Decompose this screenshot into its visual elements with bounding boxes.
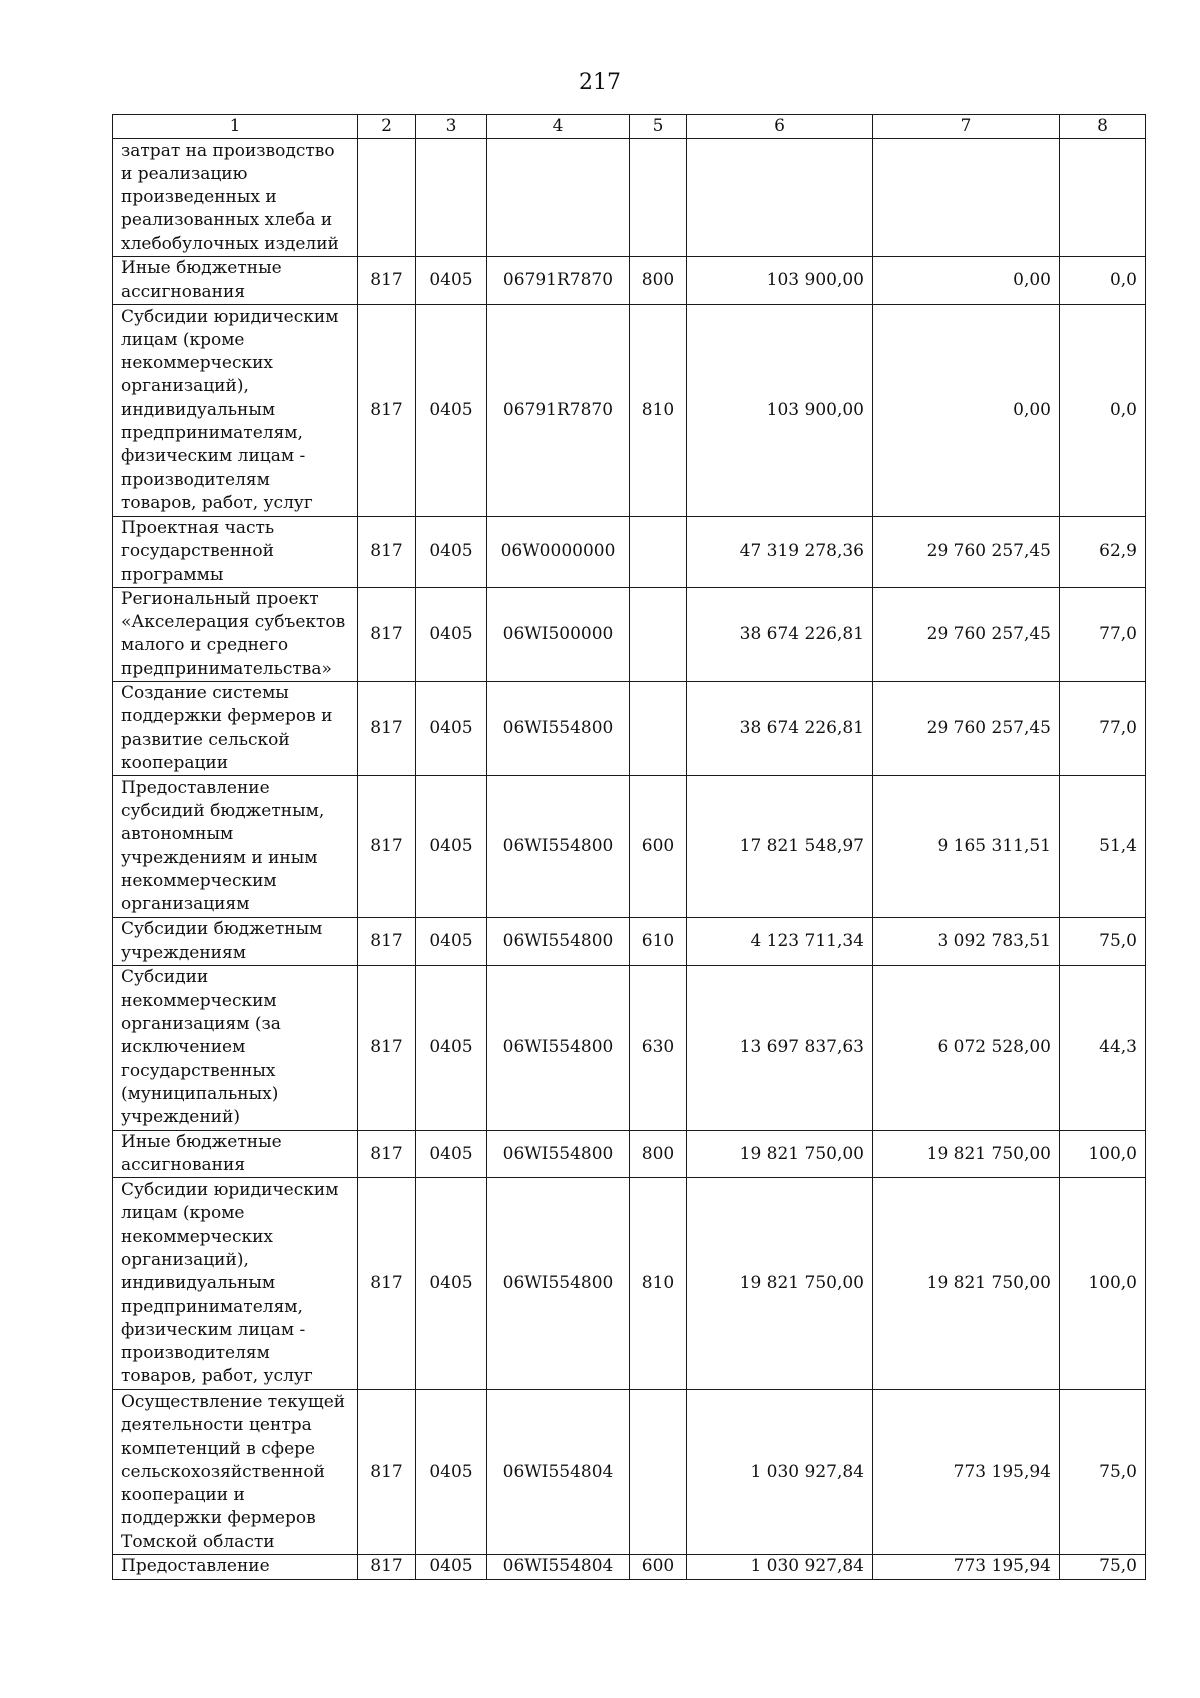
cell-grbs: 817 (358, 776, 416, 918)
cell-section: 0405 (416, 1390, 487, 1555)
cell-grbs: 817 (358, 1130, 416, 1178)
cell-fact: 773 195,94 (873, 1390, 1060, 1555)
cell-section: 0405 (416, 1555, 487, 1579)
cell-percent: 100,0 (1060, 1130, 1146, 1178)
cell-name: Создание системы поддержки фермеров и развитие сельской кооперации (113, 682, 358, 776)
cell-plan: 4 123 711,34 (687, 918, 873, 966)
cell-expense-type (630, 1390, 687, 1555)
cell-expense-type (630, 682, 687, 776)
cell-percent (1060, 139, 1146, 257)
table-row (113, 139, 1146, 257)
cell-expense-type: 800 (630, 257, 687, 305)
cell-section: 0405 (416, 587, 487, 681)
table-row (113, 587, 1146, 681)
table-row (113, 1178, 1146, 1390)
cell-plan: 19 821 750,00 (687, 1130, 873, 1178)
column-header: 2 (358, 115, 416, 139)
page-number: 217 (579, 70, 621, 95)
table-row (113, 257, 1146, 305)
cell-section: 0405 (416, 304, 487, 516)
cell-expense-type (630, 516, 687, 587)
cell-grbs: 817 (358, 257, 416, 305)
cell-percent: 44,3 (1060, 965, 1146, 1130)
cell-section: 0405 (416, 1130, 487, 1178)
column-header: 8 (1060, 115, 1146, 139)
cell-percent: 75,0 (1060, 1390, 1146, 1555)
cell-name: Субсидии некоммерческим организациям (за исключением государственных (муниципальных) учреждений) (113, 965, 358, 1130)
cell-expense-type: 800 (630, 1130, 687, 1178)
cell-target-article: 06WI554800 (487, 965, 630, 1130)
cell-expense-type: 810 (630, 1178, 687, 1390)
cell-plan: 1 030 927,84 (687, 1390, 873, 1555)
cell-plan: 13 697 837,63 (687, 965, 873, 1130)
cell-percent: 77,0 (1060, 682, 1146, 776)
cell-name: Субсидии бюджетным учреждениям (113, 918, 358, 966)
cell-target-article: 06WI554800 (487, 1178, 630, 1390)
cell-section: 0405 (416, 257, 487, 305)
column-header: 3 (416, 115, 487, 139)
cell-target-article: 06WI554804 (487, 1555, 630, 1579)
cell-fact: 29 760 257,45 (873, 587, 1060, 681)
table-row (113, 918, 1146, 966)
cell-percent: 62,9 (1060, 516, 1146, 587)
cell-percent: 100,0 (1060, 1178, 1146, 1390)
cell-plan: 19 821 750,00 (687, 1178, 873, 1390)
cell-fact: 19 821 750,00 (873, 1178, 1060, 1390)
cell-percent: 0,0 (1060, 257, 1146, 305)
cell-percent: 0,0 (1060, 304, 1146, 516)
cell-percent: 51,4 (1060, 776, 1146, 918)
cell-fact: 19 821 750,00 (873, 1130, 1060, 1178)
table-row (113, 304, 1146, 516)
cell-name: Региональный проект «Акселерация субъектов малого и среднего предпринимательства» (113, 587, 358, 681)
cell-percent: 75,0 (1060, 1555, 1146, 1579)
cell-section: 0405 (416, 965, 487, 1130)
cell-expense-type: 600 (630, 1555, 687, 1579)
cell-grbs: 817 (358, 516, 416, 587)
cell-target-article: 06WI554800 (487, 918, 630, 966)
cell-fact: 773 195,94 (873, 1555, 1060, 1579)
cell-target-article: 06WI554804 (487, 1390, 630, 1555)
table-row (113, 776, 1146, 918)
cell-name: Иные бюджетные ассигнования (113, 1130, 358, 1178)
cell-name: Проектная часть государственной программы (113, 516, 358, 587)
cell-grbs: 817 (358, 1555, 416, 1579)
cell-plan: 103 900,00 (687, 304, 873, 516)
cell-name: Предоставление субсидий бюджетным, автономным учреждениям и иным некоммерческим организациям (113, 776, 358, 918)
column-header: 6 (687, 115, 873, 139)
cell-name: Предоставление (113, 1555, 358, 1579)
column-header: 5 (630, 115, 687, 139)
cell-expense-type: 600 (630, 776, 687, 918)
cell-target-article: 06WI554800 (487, 776, 630, 918)
cell-grbs: 817 (358, 587, 416, 681)
table-row (113, 1555, 1146, 1579)
cell-name: Иные бюджетные ассигнования (113, 257, 358, 305)
cell-target-article: 06WI500000 (487, 587, 630, 681)
cell-section: 0405 (416, 1178, 487, 1390)
column-header: 1 (113, 115, 358, 139)
budget-table (112, 114, 1146, 1580)
cell-fact: 0,00 (873, 304, 1060, 516)
cell-name: Субсидии юридическим лицам (кроме некоммерческих организаций), индивидуальным предпринимателям, физическим лицам - производителям товаров, работ, услуг (113, 304, 358, 516)
cell-section: 0405 (416, 918, 487, 966)
table-row (113, 1130, 1146, 1178)
cell-fact: 29 760 257,45 (873, 682, 1060, 776)
column-header: 7 (873, 115, 1060, 139)
cell-plan: 38 674 226,81 (687, 587, 873, 681)
cell-plan: 103 900,00 (687, 257, 873, 305)
cell-expense-type (630, 139, 687, 257)
cell-percent: 75,0 (1060, 918, 1146, 966)
cell-section (416, 139, 487, 257)
table-row (113, 1390, 1146, 1555)
cell-grbs: 817 (358, 682, 416, 776)
cell-name: затрат на производство и реализацию произведенных и реализованных хлеба и хлебобулочных изделий (113, 139, 358, 257)
cell-grbs: 817 (358, 1178, 416, 1390)
cell-fact: 29 760 257,45 (873, 516, 1060, 587)
header-row (113, 115, 1146, 139)
cell-plan: 17 821 548,97 (687, 776, 873, 918)
cell-section: 0405 (416, 682, 487, 776)
cell-section: 0405 (416, 776, 487, 918)
cell-section: 0405 (416, 516, 487, 587)
cell-name: Осуществление текущей деятельности центра компетенций в сфере сельскохозяйственной кооперации и поддержки фермеров Томской области (113, 1390, 358, 1555)
cell-fact: 3 092 783,51 (873, 918, 1060, 966)
table-row (113, 516, 1146, 587)
cell-fact: 9 165 311,51 (873, 776, 1060, 918)
cell-expense-type: 810 (630, 304, 687, 516)
cell-plan: 38 674 226,81 (687, 682, 873, 776)
cell-expense-type: 610 (630, 918, 687, 966)
cell-target-article: 06WI554800 (487, 1130, 630, 1178)
cell-grbs: 817 (358, 1390, 416, 1555)
cell-grbs (358, 139, 416, 257)
cell-percent: 77,0 (1060, 587, 1146, 681)
cell-grbs: 817 (358, 965, 416, 1130)
cell-expense-type (630, 587, 687, 681)
cell-plan: 47 319 278,36 (687, 516, 873, 587)
cell-name: Субсидии юридическим лицам (кроме некоммерческих организаций), индивидуальным предпринимателям, физическим лицам - производителям товаров, работ, услуг (113, 1178, 358, 1390)
cell-plan: 1 030 927,84 (687, 1555, 873, 1579)
cell-grbs: 817 (358, 918, 416, 966)
cell-target-article: 06791R7870 (487, 257, 630, 305)
cell-fact (873, 139, 1060, 257)
cell-target-article: 06W0000000 (487, 516, 630, 587)
cell-target-article: 06WI554800 (487, 682, 630, 776)
cell-expense-type: 630 (630, 965, 687, 1130)
cell-target-article: 06791R7870 (487, 304, 630, 516)
column-header: 4 (487, 115, 630, 139)
cell-fact: 0,00 (873, 257, 1060, 305)
table-row (113, 682, 1146, 776)
table-row (113, 965, 1146, 1130)
cell-target-article (487, 139, 630, 257)
cell-plan (687, 139, 873, 257)
cell-grbs: 817 (358, 304, 416, 516)
cell-fact: 6 072 528,00 (873, 965, 1060, 1130)
